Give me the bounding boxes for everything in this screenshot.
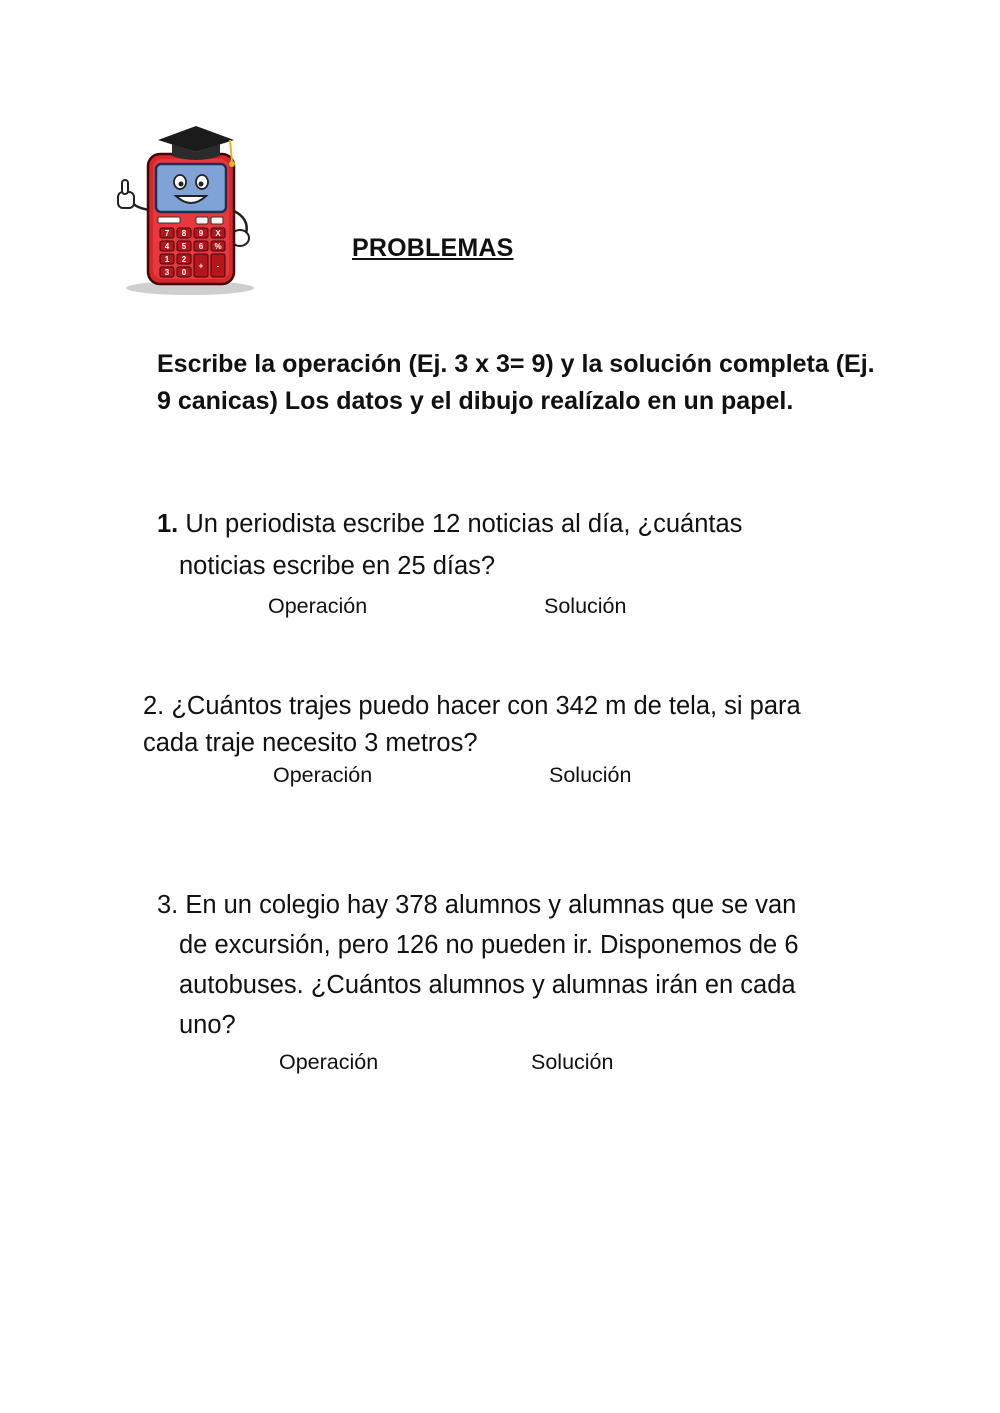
problem-3-line-4: uno? [179, 1011, 236, 1039]
problem-3-solution-label: Solución [531, 1050, 614, 1074]
calculator-key-label: 1 [164, 255, 170, 264]
problem-2-line-2: cada traje necesito 3 metros? [143, 729, 478, 757]
calculator-key-label: 3 [164, 268, 170, 277]
calculator-key-label: X [215, 229, 221, 238]
problem-2-operation-label: Operación [273, 763, 373, 787]
problem-2 [143, 688, 801, 762]
graduate-calculator-mascot-icon [100, 118, 280, 303]
problem-2-line-1: 2. ¿Cuántos trajes puedo hacer con 342 m de tela, si para [143, 692, 801, 720]
calculator-key-label: 6 [198, 242, 204, 251]
problem-3-line-3: autobuses. ¿Cuántos alumnos y alumnas irán en cada [179, 971, 796, 999]
problem-1 [157, 503, 742, 587]
problem-3-operation-label: Operación [279, 1050, 379, 1074]
calculator-key-label: 9 [198, 229, 204, 238]
problem-1-operation-label: Operación [268, 594, 368, 618]
calculator-key-label: 7 [164, 229, 170, 238]
problem-2-solution-label: Solución [549, 763, 632, 787]
problem-1-line-1: Un periodista escribe 12 noticias al día, ¿cuántas [185, 510, 743, 538]
problem-3-line-1: 3. En un colegio hay 378 alumnos y alumnas que se van [157, 891, 797, 919]
problem-3-line-2: de excursión, pero 126 no pueden ir. Disponemos de 6 [179, 931, 799, 959]
calculator-key-label: 5 [181, 242, 187, 251]
calculator-key-label: % [214, 242, 222, 251]
calculator-key-label: - [216, 261, 220, 271]
calculator-key-label: 0 [181, 268, 187, 277]
instructions-text: Escribe la operación (Ej. 3 x 3= 9) y la solución completa (Ej. 9 canicas) Los datos y el dibujo realízalo en un papel. [157, 350, 875, 415]
calculator-key-label: 2 [181, 255, 187, 264]
problem-1-solution-label: Solución [544, 594, 627, 618]
problem-1-line-2: noticias escribe en 25 días? [179, 552, 496, 580]
calculator-key-label: + [198, 261, 204, 271]
problem-1-number: 1. [157, 510, 179, 538]
calculator-key-label: 4 [164, 242, 170, 251]
page-title: PROBLEMAS [352, 234, 514, 262]
problem-3 [157, 885, 799, 1045]
calculator-key-label: 8 [181, 229, 187, 238]
